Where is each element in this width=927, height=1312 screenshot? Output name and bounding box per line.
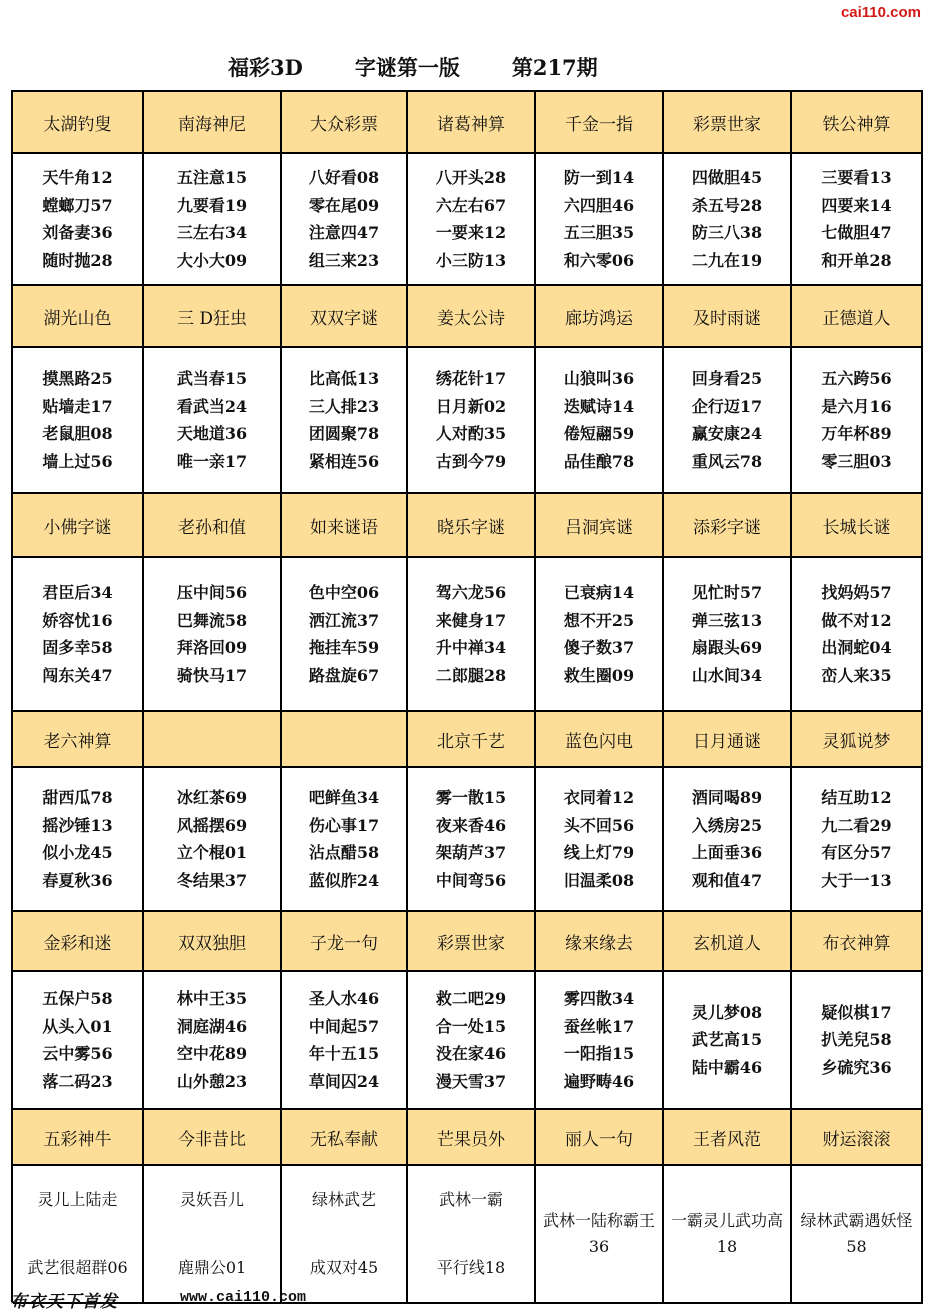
expert-name-cell: 子龙一句 — [282, 912, 408, 972]
footer-url: www.cai110.com — [180, 1289, 307, 1306]
footer-brand: 布衣天下首发 — [10, 1292, 118, 1311]
site-logo: cai110.com — [840, 4, 921, 21]
riddle-line: 疑似棋17 — [821, 1002, 892, 1022]
riddle-cell — [536, 154, 664, 286]
riddle-line: 四要来14 — [821, 195, 892, 215]
riddle-line: 吧鲜鱼34 — [308, 788, 380, 807]
riddle-line: 比高低13 — [308, 369, 380, 388]
riddle-line: 日月新02 — [435, 396, 507, 416]
riddle-line: 五保户58 — [42, 989, 113, 1008]
expert-name-cell: 今非昔比 — [144, 1110, 282, 1166]
riddle-cell — [408, 558, 536, 712]
riddle-cell — [144, 348, 282, 494]
expert-name-cell: 玄机道人 — [664, 912, 792, 972]
riddle-line: 零在尾09 — [308, 195, 380, 215]
riddle-line: 小三防13 — [435, 250, 507, 270]
riddle-line: 古到今79 — [435, 451, 507, 471]
riddle-line: 救二吧29 — [435, 989, 507, 1008]
riddle-cell — [144, 1166, 282, 1304]
riddle-cell — [408, 1166, 536, 1304]
riddle-cell — [792, 768, 923, 912]
riddle-line: 和开单28 — [821, 250, 892, 270]
riddle-line: 倦短翮59 — [563, 424, 635, 443]
riddle-line: 有区分57 — [821, 843, 892, 862]
riddle-line: 品佳酿78 — [563, 451, 635, 471]
riddle-line: 回身看25 — [691, 369, 763, 388]
riddle-line: 老鼠胆08 — [42, 424, 113, 443]
riddle-cell — [792, 348, 923, 494]
riddle-line: 七做胆47 — [821, 223, 892, 242]
expert-name-cell: 缘来缘去 — [536, 912, 664, 972]
riddle-line: 武林一陆称霸王36 — [542, 1211, 655, 1256]
riddle-line: 沾点醋58 — [308, 843, 380, 862]
riddle-line: 合一处15 — [435, 1016, 507, 1036]
expert-name-cell: 老六神算 — [13, 712, 144, 768]
expert-name-cell: 大众彩票 — [282, 92, 408, 154]
expert-name-cell: 千金一指 — [536, 92, 664, 154]
riddle-line: 一要来12 — [435, 223, 507, 242]
riddle-line: 想不开25 — [563, 610, 635, 630]
riddle-line: 空中花89 — [176, 1044, 248, 1063]
riddle-line: 云中雾56 — [42, 1044, 113, 1063]
riddle-line: 弹三弦13 — [691, 610, 763, 630]
riddle-cell — [282, 154, 408, 286]
riddle-line: 观和值47 — [691, 870, 763, 890]
title-lottery: 福彩3D — [228, 55, 303, 80]
expert-name-cell: 晓乐字谜 — [408, 494, 536, 558]
riddle-line: 赢安康24 — [691, 424, 763, 443]
riddle-line: 零三胆03 — [821, 451, 892, 471]
riddle-cell — [536, 972, 664, 1110]
riddle-line: 鹿鼎公01 — [177, 1258, 247, 1278]
riddle-line: 雾四散34 — [563, 989, 635, 1008]
riddle-cell — [13, 768, 144, 912]
riddle-line: 出洞蛇04 — [821, 638, 892, 657]
riddle-cell — [536, 558, 664, 712]
riddle-line: 没在家46 — [435, 1044, 507, 1063]
expert-name-cell: 彩票世家 — [408, 912, 536, 972]
riddle-line: 天地道36 — [176, 424, 248, 443]
riddle-line: 绿林武霸遇妖怪58 — [800, 1211, 913, 1256]
riddle-line: 从头入01 — [42, 1016, 113, 1036]
expert-name-cell: 丽人一句 — [536, 1110, 664, 1166]
expert-name-cell: 诸葛神算 — [408, 92, 536, 154]
expert-name-cell: 灵狐说梦 — [792, 712, 923, 768]
riddle-line: 螳螂刀57 — [42, 195, 113, 215]
expert-name-cell: 太湖钓叟 — [13, 92, 144, 154]
header-row — [13, 912, 923, 972]
riddle-line: 唯一亲17 — [176, 451, 248, 471]
riddle-line: 救生圈09 — [563, 665, 635, 685]
expert-name-cell: 老孙和值 — [144, 494, 282, 558]
riddle-row — [13, 348, 923, 494]
riddle-line: 灵妖吾儿 — [179, 1190, 244, 1210]
riddle-line: 迭赋诗14 — [563, 396, 635, 416]
riddle-line: 骑快马17 — [176, 665, 248, 685]
riddle-line: 闯东关47 — [42, 665, 113, 685]
header-row — [13, 712, 923, 768]
riddle-line: 来健身17 — [435, 610, 507, 630]
riddle-cell — [13, 972, 144, 1110]
riddle-line: 八开头28 — [435, 168, 507, 187]
riddle-line: 山水间34 — [691, 665, 763, 685]
expert-name-cell: 如来谜语 — [282, 494, 408, 558]
riddle-cell — [144, 972, 282, 1110]
riddle-line: 平行线18 — [436, 1258, 506, 1278]
riddle-cell — [13, 558, 144, 712]
riddle-cell — [13, 348, 144, 494]
riddle-line: 遍野畴46 — [563, 1071, 635, 1091]
riddle-line: 是六月16 — [821, 396, 892, 416]
riddle-row — [13, 768, 923, 912]
header-row — [13, 286, 923, 348]
riddle-line: 见忙时57 — [691, 583, 763, 602]
expert-name-cell: 吕洞宾谜 — [536, 494, 664, 558]
riddle-cell — [792, 1166, 923, 1304]
riddle-line: 看武当24 — [176, 396, 248, 416]
riddle-line: 已衰病14 — [563, 583, 635, 602]
riddle-cell — [13, 154, 144, 286]
riddle-line: 组三来23 — [308, 250, 380, 270]
expert-name-cell: 日月通谜 — [664, 712, 792, 768]
riddle-cell — [664, 154, 792, 286]
riddle-cell — [282, 1166, 408, 1304]
riddle-line: 五注意15 — [176, 168, 248, 187]
riddle-line: 三要看13 — [821, 168, 892, 187]
riddle-cell — [792, 558, 923, 712]
riddle-cell — [13, 1166, 144, 1304]
riddle-line: 紧相连56 — [308, 451, 380, 471]
riddle-line: 五三胆35 — [563, 223, 635, 242]
riddle-line: 大小大09 — [176, 250, 248, 270]
riddle-line: 甜西瓜78 — [42, 788, 113, 807]
riddle-line: 贴墙走17 — [42, 396, 113, 416]
riddle-row — [13, 972, 923, 1110]
riddle-line: 大于一13 — [821, 870, 892, 890]
title-issue: 第217期 — [511, 55, 598, 80]
riddle-line: 山狼叫36 — [563, 369, 635, 388]
riddle-line: 路盘旋67 — [308, 665, 380, 685]
riddle-line: 八好看08 — [308, 168, 380, 187]
riddle-line: 蚕丝帐17 — [563, 1016, 635, 1036]
riddle-line: 成双对45 — [309, 1258, 379, 1278]
riddle-line: 重风云78 — [691, 451, 763, 471]
riddle-line: 色中空06 — [308, 583, 380, 602]
expert-name-cell: 彩票世家 — [664, 92, 792, 154]
riddle-line: 扒羌兒58 — [821, 1030, 892, 1050]
riddle-line: 摇沙锤13 — [42, 815, 113, 835]
riddle-cell — [408, 348, 536, 494]
riddle-line: 立个棍01 — [176, 843, 248, 862]
riddle-line: 杀五号28 — [691, 195, 763, 215]
riddle-line: 线上灯79 — [563, 843, 635, 862]
riddle-row — [13, 558, 923, 712]
riddle-line: 拖挂车59 — [308, 638, 380, 657]
page-title — [228, 52, 598, 82]
riddle-line: 一阳指15 — [563, 1044, 635, 1063]
riddle-cell — [408, 972, 536, 1110]
riddle-line: 随时抛28 — [42, 250, 113, 270]
riddle-line: 伤心事17 — [308, 815, 380, 835]
riddle-line: 娇容忧16 — [42, 610, 113, 630]
riddle-line: 升中禅34 — [435, 638, 507, 657]
riddle-cell — [144, 768, 282, 912]
riddle-line: 绿林武艺 — [311, 1190, 376, 1210]
riddle-line: 洞庭湖46 — [176, 1016, 248, 1036]
expert-name-cell: 正德道人 — [792, 286, 923, 348]
expert-name-cell: 姜太公诗 — [408, 286, 536, 348]
riddle-line: 天牛角12 — [42, 168, 113, 187]
riddle-line: 漫天雪37 — [435, 1071, 507, 1091]
expert-name-cell: 财运滚滚 — [792, 1110, 923, 1166]
riddle-line: 扇跟头69 — [691, 638, 763, 657]
riddle-line: 防一到14 — [563, 168, 635, 187]
expert-name-cell: 无私奉献 — [282, 1110, 408, 1166]
riddle-table — [11, 90, 923, 1302]
expert-name-cell: 廊坊鸿运 — [536, 286, 664, 348]
riddle-line: 结互助12 — [821, 788, 892, 807]
riddle-cell — [536, 768, 664, 912]
expert-name-cell: 布衣神算 — [792, 912, 923, 972]
riddle-cell — [664, 558, 792, 712]
riddle-line: 中间起57 — [308, 1016, 380, 1036]
riddle-line: 九要看19 — [176, 195, 248, 215]
riddle-line: 拜洛回09 — [176, 638, 248, 657]
riddle-line: 二九在19 — [691, 250, 763, 270]
riddle-line: 人对酌35 — [435, 424, 507, 443]
expert-name-cell: 王者风范 — [664, 1110, 792, 1166]
expert-name-cell: 添彩字谜 — [664, 494, 792, 558]
riddle-line: 九二看29 — [821, 815, 892, 835]
riddle-cell — [282, 558, 408, 712]
riddle-line: 陆中霸46 — [691, 1057, 763, 1077]
riddle-line: 冬结果37 — [176, 870, 248, 890]
riddle-line: 六左右67 — [435, 195, 507, 215]
expert-name-cell: 蓝色闪电 — [536, 712, 664, 768]
riddle-line: 蓝似胙24 — [308, 870, 380, 890]
riddle-line: 压中间56 — [176, 583, 248, 602]
riddle-line: 万年杯89 — [821, 424, 892, 443]
riddle-cell — [282, 768, 408, 912]
riddle-line: 草间囚24 — [308, 1071, 380, 1091]
expert-name-cell: 小佛字谜 — [13, 494, 144, 558]
riddle-cell — [144, 558, 282, 712]
riddle-line: 墙上过56 — [42, 451, 113, 471]
riddle-row — [13, 154, 923, 286]
expert-name-cell: 金彩和迷 — [13, 912, 144, 972]
riddle-line: 傻子数37 — [563, 638, 635, 657]
riddle-line: 六四胆46 — [563, 195, 635, 215]
riddle-line: 二郎腿28 — [435, 665, 507, 685]
riddle-line: 巴舞流58 — [176, 610, 248, 630]
expert-name-cell: 及时雨谜 — [664, 286, 792, 348]
riddle-cell — [664, 768, 792, 912]
riddle-line: 似小龙45 — [42, 843, 113, 862]
riddle-line: 乡硫究36 — [821, 1057, 892, 1077]
riddle-line: 找妈妈57 — [821, 583, 892, 602]
riddle-line: 冰红茶69 — [176, 788, 248, 807]
riddle-cell — [664, 1166, 792, 1304]
expert-name-cell: 三 D狂虫 — [144, 286, 282, 348]
riddle-line: 绣花针17 — [435, 369, 507, 388]
riddle-line: 企行迈17 — [691, 396, 763, 416]
riddle-line: 圣人水46 — [308, 989, 380, 1008]
expert-name-cell: 芒果员外 — [408, 1110, 536, 1166]
riddle-line: 灵儿梦08 — [691, 1002, 763, 1022]
riddle-cell — [282, 348, 408, 494]
riddle-line: 武当春15 — [176, 369, 248, 388]
riddle-line: 峦人来35 — [821, 665, 892, 685]
expert-name-cell — [282, 712, 408, 768]
expert-name-cell: 铁公神算 — [792, 92, 923, 154]
riddle-cell — [282, 972, 408, 1110]
riddle-cell — [792, 972, 923, 1110]
riddle-line: 君臣后34 — [42, 583, 113, 602]
riddle-line: 摸黑路25 — [42, 369, 113, 388]
riddle-line: 固多幸58 — [42, 638, 113, 657]
riddle-line: 洒江流37 — [308, 610, 380, 630]
riddle-line: 武艺很超群06 — [27, 1258, 128, 1278]
header-row — [13, 92, 923, 154]
expert-name-cell: 双双独胆 — [144, 912, 282, 972]
riddle-line: 雾一散15 — [435, 788, 507, 807]
riddle-line: 山外憩23 — [176, 1071, 248, 1091]
riddle-line: 三人排23 — [308, 396, 380, 416]
riddle-line: 头不回56 — [563, 815, 635, 835]
riddle-cell — [408, 154, 536, 286]
riddle-line: 入绣房25 — [691, 815, 763, 835]
riddle-line: 衣同着12 — [563, 788, 635, 807]
expert-name-cell: 长城长谜 — [792, 494, 923, 558]
expert-name-cell: 五彩神牛 — [13, 1110, 144, 1166]
riddle-line: 风摇摆69 — [176, 815, 248, 835]
riddle-line: 灵儿上陆走 — [37, 1190, 118, 1210]
riddle-line: 架葫芦37 — [435, 843, 507, 862]
riddle-line: 武林一霸 — [438, 1190, 503, 1210]
riddle-line: 春夏秋36 — [42, 870, 113, 890]
riddle-cell — [408, 768, 536, 912]
riddle-line: 和六零06 — [563, 250, 635, 270]
riddle-line: 林中王35 — [176, 989, 248, 1008]
riddle-cell — [536, 1166, 664, 1304]
riddle-line: 武艺高15 — [691, 1030, 763, 1050]
riddle-row — [13, 1166, 923, 1304]
riddle-line: 五六跨56 — [821, 369, 892, 388]
riddle-line: 酒同喝89 — [691, 788, 763, 807]
expert-name-cell: 双双字谜 — [282, 286, 408, 348]
riddle-line: 驾六龙56 — [435, 583, 507, 602]
riddle-line: 三左右34 — [176, 223, 248, 242]
riddle-line: 年十五15 — [308, 1044, 380, 1063]
riddle-cell — [144, 154, 282, 286]
header-row — [13, 1110, 923, 1166]
riddle-line: 刘备妻36 — [42, 223, 113, 242]
riddle-line: 一霸灵儿武功高18 — [670, 1211, 783, 1256]
header-row — [13, 494, 923, 558]
expert-name-cell: 南海神尼 — [144, 92, 282, 154]
riddle-cell — [664, 972, 792, 1110]
riddle-cell — [792, 154, 923, 286]
expert-name-cell: 湖光山色 — [13, 286, 144, 348]
riddle-line: 做不对12 — [821, 610, 892, 630]
riddle-line: 夜来香46 — [435, 815, 507, 835]
riddle-line: 团圆聚78 — [308, 424, 380, 443]
riddle-line: 上面垂36 — [691, 843, 763, 862]
riddle-line: 旧温柔08 — [563, 870, 635, 890]
expert-name-cell: 北京千艺 — [408, 712, 536, 768]
riddle-line: 四做胆45 — [691, 168, 763, 187]
riddle-line: 防三八38 — [691, 223, 763, 242]
expert-name-cell — [144, 712, 282, 768]
riddle-line: 落二码23 — [42, 1071, 113, 1091]
riddle-cell — [536, 348, 664, 494]
riddle-cell — [664, 348, 792, 494]
riddle-line: 注意四47 — [308, 223, 380, 242]
riddle-line: 中间弯56 — [435, 870, 507, 890]
title-edition: 字谜第一版 — [354, 55, 460, 80]
